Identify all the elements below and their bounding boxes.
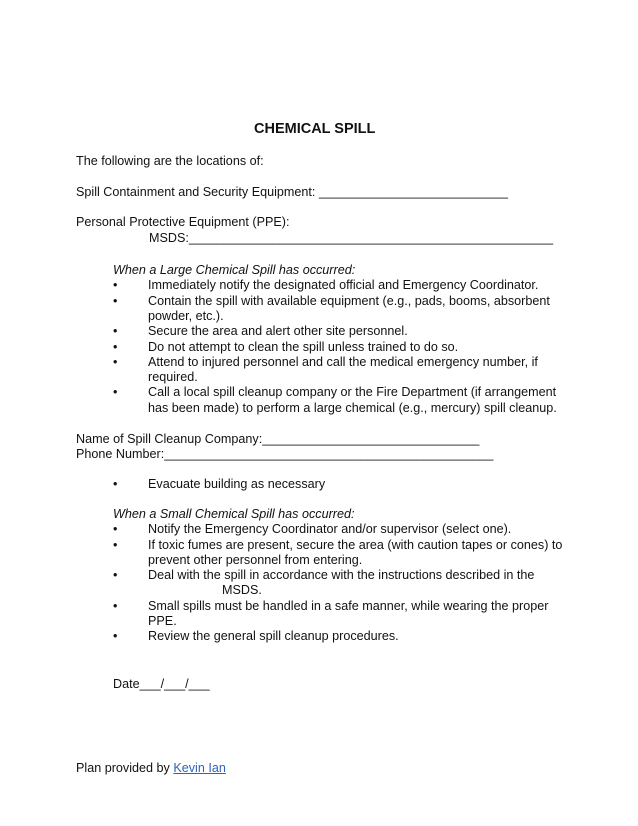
list-item-text: Call a local spill cleanup company or the Fire Department (if arrangement bbox=[148, 385, 557, 399]
list-item-text: Attend to injured personnel and call the medical emergency number, if bbox=[148, 355, 538, 369]
bullet: • bbox=[113, 355, 118, 369]
list-item-text: powder, etc.). bbox=[148, 309, 224, 323]
footer bbox=[76, 760, 226, 776]
list-item bbox=[0, 521, 638, 537]
bullet: • bbox=[113, 568, 118, 582]
list-item-text: Review the general spill cleanup procedures. bbox=[148, 629, 399, 643]
list-item-text: Notify the Emergency Coordinator and/or supervisor (select one). bbox=[148, 522, 512, 536]
bullet: • bbox=[113, 599, 118, 613]
list-item-text: PPE. bbox=[148, 614, 177, 628]
ppe-label: Personal Protective Equipment (PPE): bbox=[76, 215, 290, 229]
bullet: • bbox=[113, 538, 118, 552]
list-item-text: MSDS. bbox=[222, 583, 262, 597]
list-item bbox=[0, 537, 638, 553]
list-item bbox=[0, 476, 638, 492]
spill-equipment-field: Spill Containment and Security Equipment: ___________________________ bbox=[76, 185, 509, 199]
list-item-continuation bbox=[0, 400, 638, 416]
list-item-continuation bbox=[0, 308, 638, 324]
bullet: • bbox=[113, 477, 118, 491]
list-item-text: Deal with the spill in accordance with the instructions described in the bbox=[148, 568, 535, 582]
bullet: • bbox=[113, 340, 118, 354]
list-item bbox=[0, 293, 638, 309]
cleanup-company-field: Name of Spill Cleanup Company:_______________________________ bbox=[76, 432, 480, 446]
bullet: • bbox=[113, 324, 118, 338]
list-item bbox=[0, 598, 638, 614]
large-spill-heading: When a Large Chemical Spill has occurred: bbox=[113, 263, 356, 277]
list-item-text: Small spills must be handled in a safe manner, while wearing the proper bbox=[148, 599, 549, 613]
list-item-continuation bbox=[0, 613, 638, 629]
page-title: CHEMICAL SPILL bbox=[254, 121, 376, 137]
list-item-text: Secure the area and alert other site personnel. bbox=[148, 324, 408, 338]
list-item bbox=[0, 567, 638, 583]
list-item bbox=[0, 277, 638, 293]
list-item bbox=[0, 323, 638, 339]
list-item-text: Evacuate building as necessary bbox=[148, 477, 326, 491]
list-item-text: Immediately notify the designated official and Emergency Coordinator. bbox=[148, 278, 539, 292]
list-item-text: Do not attempt to clean the spill unless trained to do so. bbox=[148, 340, 459, 354]
msds-field: MSDS:____________________________________________________ bbox=[149, 231, 554, 245]
list-item bbox=[0, 384, 638, 400]
list-item bbox=[0, 339, 638, 355]
phone-field: Phone Number:_______________________________________________ bbox=[76, 447, 494, 461]
list-item-text: If toxic fumes are present, secure the area (with caution tapes or cones) to bbox=[148, 538, 563, 552]
bullet: • bbox=[113, 629, 118, 643]
bullet: • bbox=[113, 278, 118, 292]
bullet: • bbox=[113, 294, 118, 308]
footer-prefix: Plan provided by bbox=[76, 761, 174, 775]
list-item-text: prevent other personnel from entering. bbox=[148, 553, 363, 567]
list-item bbox=[0, 628, 638, 644]
small-spill-heading: When a Small Chemical Spill has occurred: bbox=[113, 507, 355, 521]
list-item bbox=[0, 354, 638, 370]
list-item-text: Contain the spill with available equipment (e.g., pads, booms, absorbent bbox=[148, 294, 550, 308]
intro-text: The following are the locations of: bbox=[76, 154, 264, 168]
bullet: • bbox=[113, 522, 118, 536]
list-item-continuation bbox=[0, 552, 638, 568]
list-item-continuation bbox=[0, 582, 638, 598]
list-item-text: required. bbox=[148, 370, 198, 384]
author-link[interactable]: Kevin Ian bbox=[173, 761, 226, 775]
bullet: • bbox=[113, 385, 118, 399]
date-field: Date___/___/___ bbox=[113, 677, 210, 691]
list-item-text: has been made) to perform a large chemical (e.g., mercury) spill cleanup. bbox=[148, 401, 557, 415]
list-item-continuation bbox=[0, 369, 638, 385]
